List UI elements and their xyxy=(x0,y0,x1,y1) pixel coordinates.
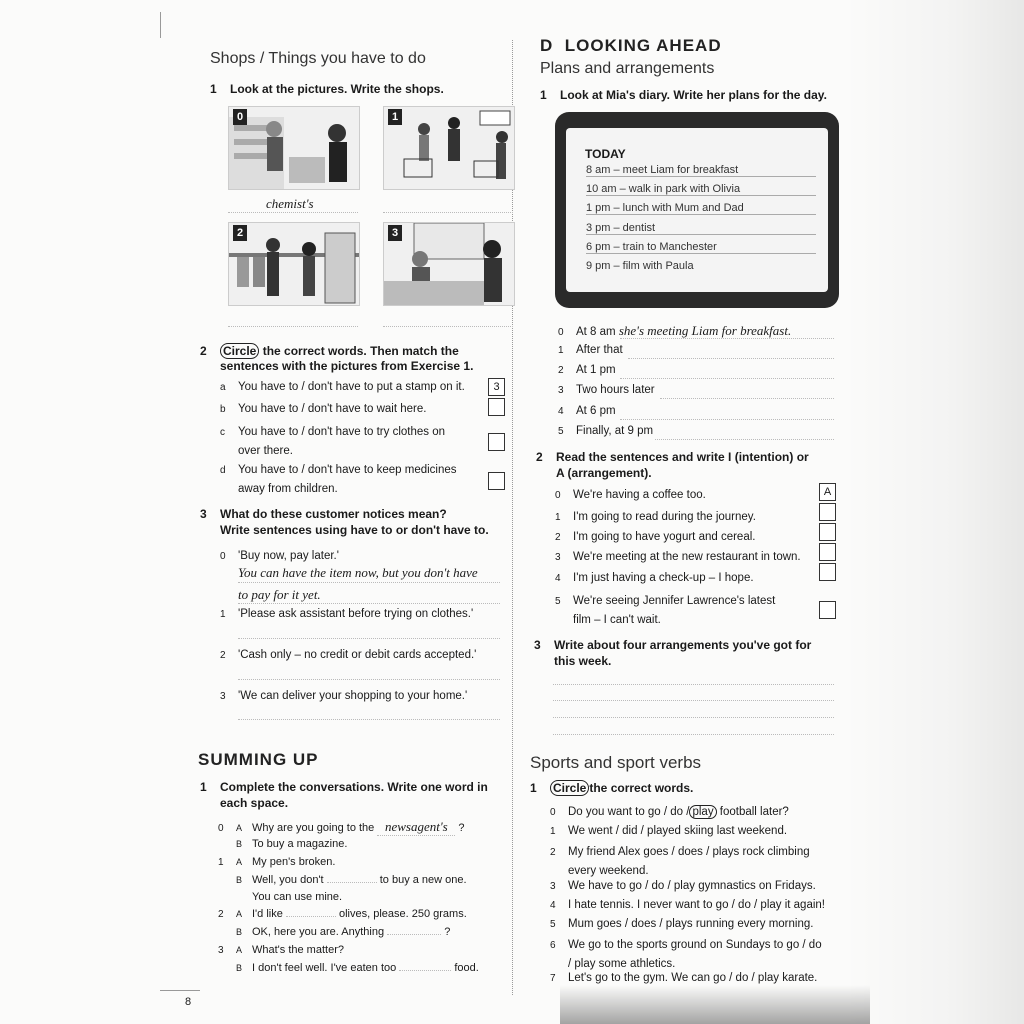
post-office-illustration xyxy=(384,223,514,305)
answer-line xyxy=(238,582,500,583)
intention-box-1[interactable] xyxy=(819,503,836,521)
ex3-item-0: 0 'Buy now, pay later.' xyxy=(220,550,339,562)
diary-entry: 6 pm – train to Manchester xyxy=(586,241,816,254)
conv-row-2B: B OK, here you are. Anything ? xyxy=(236,926,451,938)
summing-up-instruction: 1 Complete the conversations. Write one word in each space. xyxy=(200,780,488,810)
arrangement-line-2[interactable] xyxy=(553,700,834,701)
intention-item-4: 4 I'm just having a check-up – I hope. xyxy=(555,572,754,584)
intention-box-4[interactable] xyxy=(819,563,836,581)
sports-item-7: 7 Let's go to the gym. We can go / do / play karate. xyxy=(550,972,818,984)
ex2-instruction: 2 Circle the correct words. Then match the sentences with the pictures from Exercise 1. xyxy=(200,344,474,373)
ex3-item-2: 2 'Cash only – no credit or debit cards accepted.' xyxy=(220,649,477,661)
conv-row-0A: 0 A Why are you going to the newsagent's ? xyxy=(218,819,465,834)
match-box-a[interactable]: 3 xyxy=(488,378,505,396)
blank-1[interactable] xyxy=(327,882,377,883)
diary-entry: 1 pm – lunch with Mum and Dad xyxy=(586,202,816,215)
answer-line xyxy=(383,212,513,213)
picture-3: 3 xyxy=(383,222,515,306)
supermarket-illustration xyxy=(384,107,514,189)
diary-item-0: 0 At 8 am she's meeting Liam for breakfast. xyxy=(558,323,792,338)
match-box-c[interactable] xyxy=(488,433,505,451)
match-box-b[interactable] xyxy=(488,398,505,416)
answer-field-2[interactable] xyxy=(238,679,500,680)
sports-instruction: 1 Circle the correct words. xyxy=(530,781,694,795)
ex3-answer-0-line1: You can have the item now, but you don't have xyxy=(238,565,478,580)
sports-item-0: 0 Do you want to go / do / play football later? xyxy=(550,806,789,818)
section-d-subtitle: Plans and arrangements xyxy=(540,60,715,77)
sports-item-6: 6 We go to the sports ground on Sundays to go / do / play some athletics. xyxy=(550,939,822,970)
intention-box-3[interactable] xyxy=(819,543,836,561)
answer-field-1[interactable] xyxy=(238,638,500,639)
ex2-item-a: a You have to / don't have to put a stamp on it. xyxy=(220,381,465,393)
summing-up-title: SUMMING UP xyxy=(198,750,319,769)
answer-line xyxy=(383,326,513,327)
intention-ex-instruction: 2 Read the sentences and write I (intention) or A (arrangement). xyxy=(536,450,809,480)
answer-line xyxy=(228,212,358,213)
diary-item-1: 1 After that xyxy=(558,344,623,356)
sports-item-4: 4 I hate tennis. I never want to go / do / play it again! xyxy=(550,899,825,911)
diary-entry: 3 pm – dentist xyxy=(586,222,816,235)
diary-title: TODAY xyxy=(585,147,626,161)
sports-title: Sports and sport verbs xyxy=(530,753,702,772)
match-box-d[interactable] xyxy=(488,472,505,490)
answer-line xyxy=(620,338,834,339)
sports-item-3: 3 We have to go / do / play gymnastics on Fridays. xyxy=(550,880,816,892)
diary-item-4: 4 At 6 pm xyxy=(558,405,616,417)
intention-item-3: 3 We're meeting at the new restaurant in town. xyxy=(555,551,801,563)
intention-box-5[interactable] xyxy=(819,601,836,619)
diary-answer-3[interactable] xyxy=(660,398,834,399)
ex2-item-d: d You have to / don't have to keep medicines away from children. xyxy=(220,464,457,495)
conv-row-2A: 2 A I'd like olives, please. 250 grams. xyxy=(218,908,467,920)
conv-row-1B-cont: You can use mine. xyxy=(252,891,343,903)
ex3-item-1: 1 'Please ask assistant before trying on clothes.' xyxy=(220,608,474,620)
intention-item-1: 1 I'm going to read during the journey. xyxy=(555,511,756,523)
intention-box-0[interactable]: A xyxy=(819,483,836,501)
blank-2[interactable] xyxy=(286,916,336,917)
picture-2: 2 xyxy=(228,222,360,306)
intention-item-0: 0 We're having a coffee too. xyxy=(555,489,706,501)
footer-rule xyxy=(160,990,200,991)
arrangement-line-1[interactable] xyxy=(553,684,834,685)
section-d-title: D LOOKING AHEAD xyxy=(540,36,722,55)
conv-row-3B: B I don't feel well. I've eaten too food. xyxy=(236,962,479,974)
diary-answer-4[interactable] xyxy=(620,419,834,420)
picture-1: 1 xyxy=(383,106,515,190)
conv-row-3A: 3 A What's the matter? xyxy=(218,944,344,956)
diary-entry: 10 am – walk in park with Olivia xyxy=(586,183,816,196)
intention-box-2[interactable] xyxy=(819,523,836,541)
answer-0-shop: chemist's xyxy=(266,196,314,211)
sports-item-5: 5 Mum goes / does / plays running every morning. xyxy=(550,918,814,930)
pharmacy-illustration xyxy=(229,107,359,189)
diary-answer-5[interactable] xyxy=(655,439,834,440)
ex2-item-b: b You have to / don't have to wait here. xyxy=(220,403,427,415)
ex3-instruction: 3 What do these customer notices mean? Write sentences using have to or don't have to. xyxy=(200,507,489,537)
binding-shadow xyxy=(560,985,870,1024)
answer-line xyxy=(238,603,500,604)
conv-row-1B: B Well, you don't to buy a new one. xyxy=(236,874,467,886)
clothes-shop-illustration xyxy=(229,223,359,305)
diary-entry: 8 am – meet Liam for breakfast xyxy=(586,164,816,177)
answer-field-3[interactable] xyxy=(238,719,500,720)
arrangement-line-3[interactable] xyxy=(553,717,834,718)
intention-item-2: 2 I'm going to have yogurt and cereal. xyxy=(555,531,756,543)
blank-4[interactable] xyxy=(399,970,451,971)
arrangements-ex-instruction: 3 Write about four arrangements you've got for this week. xyxy=(534,638,812,668)
sports-item-2: 2 My friend Alex goes / does / plays rock climbing every weekend. xyxy=(550,846,810,877)
answer-line xyxy=(228,326,358,327)
ex3-item-3: 3 'We can deliver your shopping to your home.' xyxy=(220,690,468,702)
diary-answer-1[interactable] xyxy=(628,358,834,359)
diary-item-3: 3 Two hours later xyxy=(558,384,655,396)
sports-item-1: 1 We went / did / played skiing last weekend. xyxy=(550,825,788,837)
blank-3[interactable] xyxy=(387,934,441,935)
page-number: 8 xyxy=(185,996,192,1008)
diary-ex-instruction: 1 Look at Mia's diary. Write her plans for the day. xyxy=(540,88,827,102)
diary-item-5: 5 Finally, at 9 pm xyxy=(558,425,654,437)
margin-mark xyxy=(160,12,161,38)
conv-row-1A: 1 A My pen's broken. xyxy=(218,856,336,868)
ex1-instruction: 1 Look at the pictures. Write the shops. xyxy=(210,82,444,96)
diary-entry: 9 pm – film with Paula xyxy=(586,260,694,272)
ex2-item-c: c You have to / don't have to try clothes on over there. xyxy=(220,426,445,457)
page-shadow xyxy=(844,0,1024,1024)
arrangement-line-4[interactable] xyxy=(553,734,834,735)
conv-row-0B: B To buy a magazine. xyxy=(236,838,348,850)
diary-item-2: 2 At 1 pm xyxy=(558,364,616,376)
ex3-answer-0-line2: to pay for it yet. xyxy=(238,587,321,602)
diary-answer-2[interactable] xyxy=(620,378,834,379)
picture-0: 0 xyxy=(228,106,360,190)
section-title-shops: Shops / Things you have to do xyxy=(210,50,426,67)
intention-item-5: 5 We're seeing Jennifer Lawrence's latest film – I can't wait. xyxy=(555,595,776,626)
